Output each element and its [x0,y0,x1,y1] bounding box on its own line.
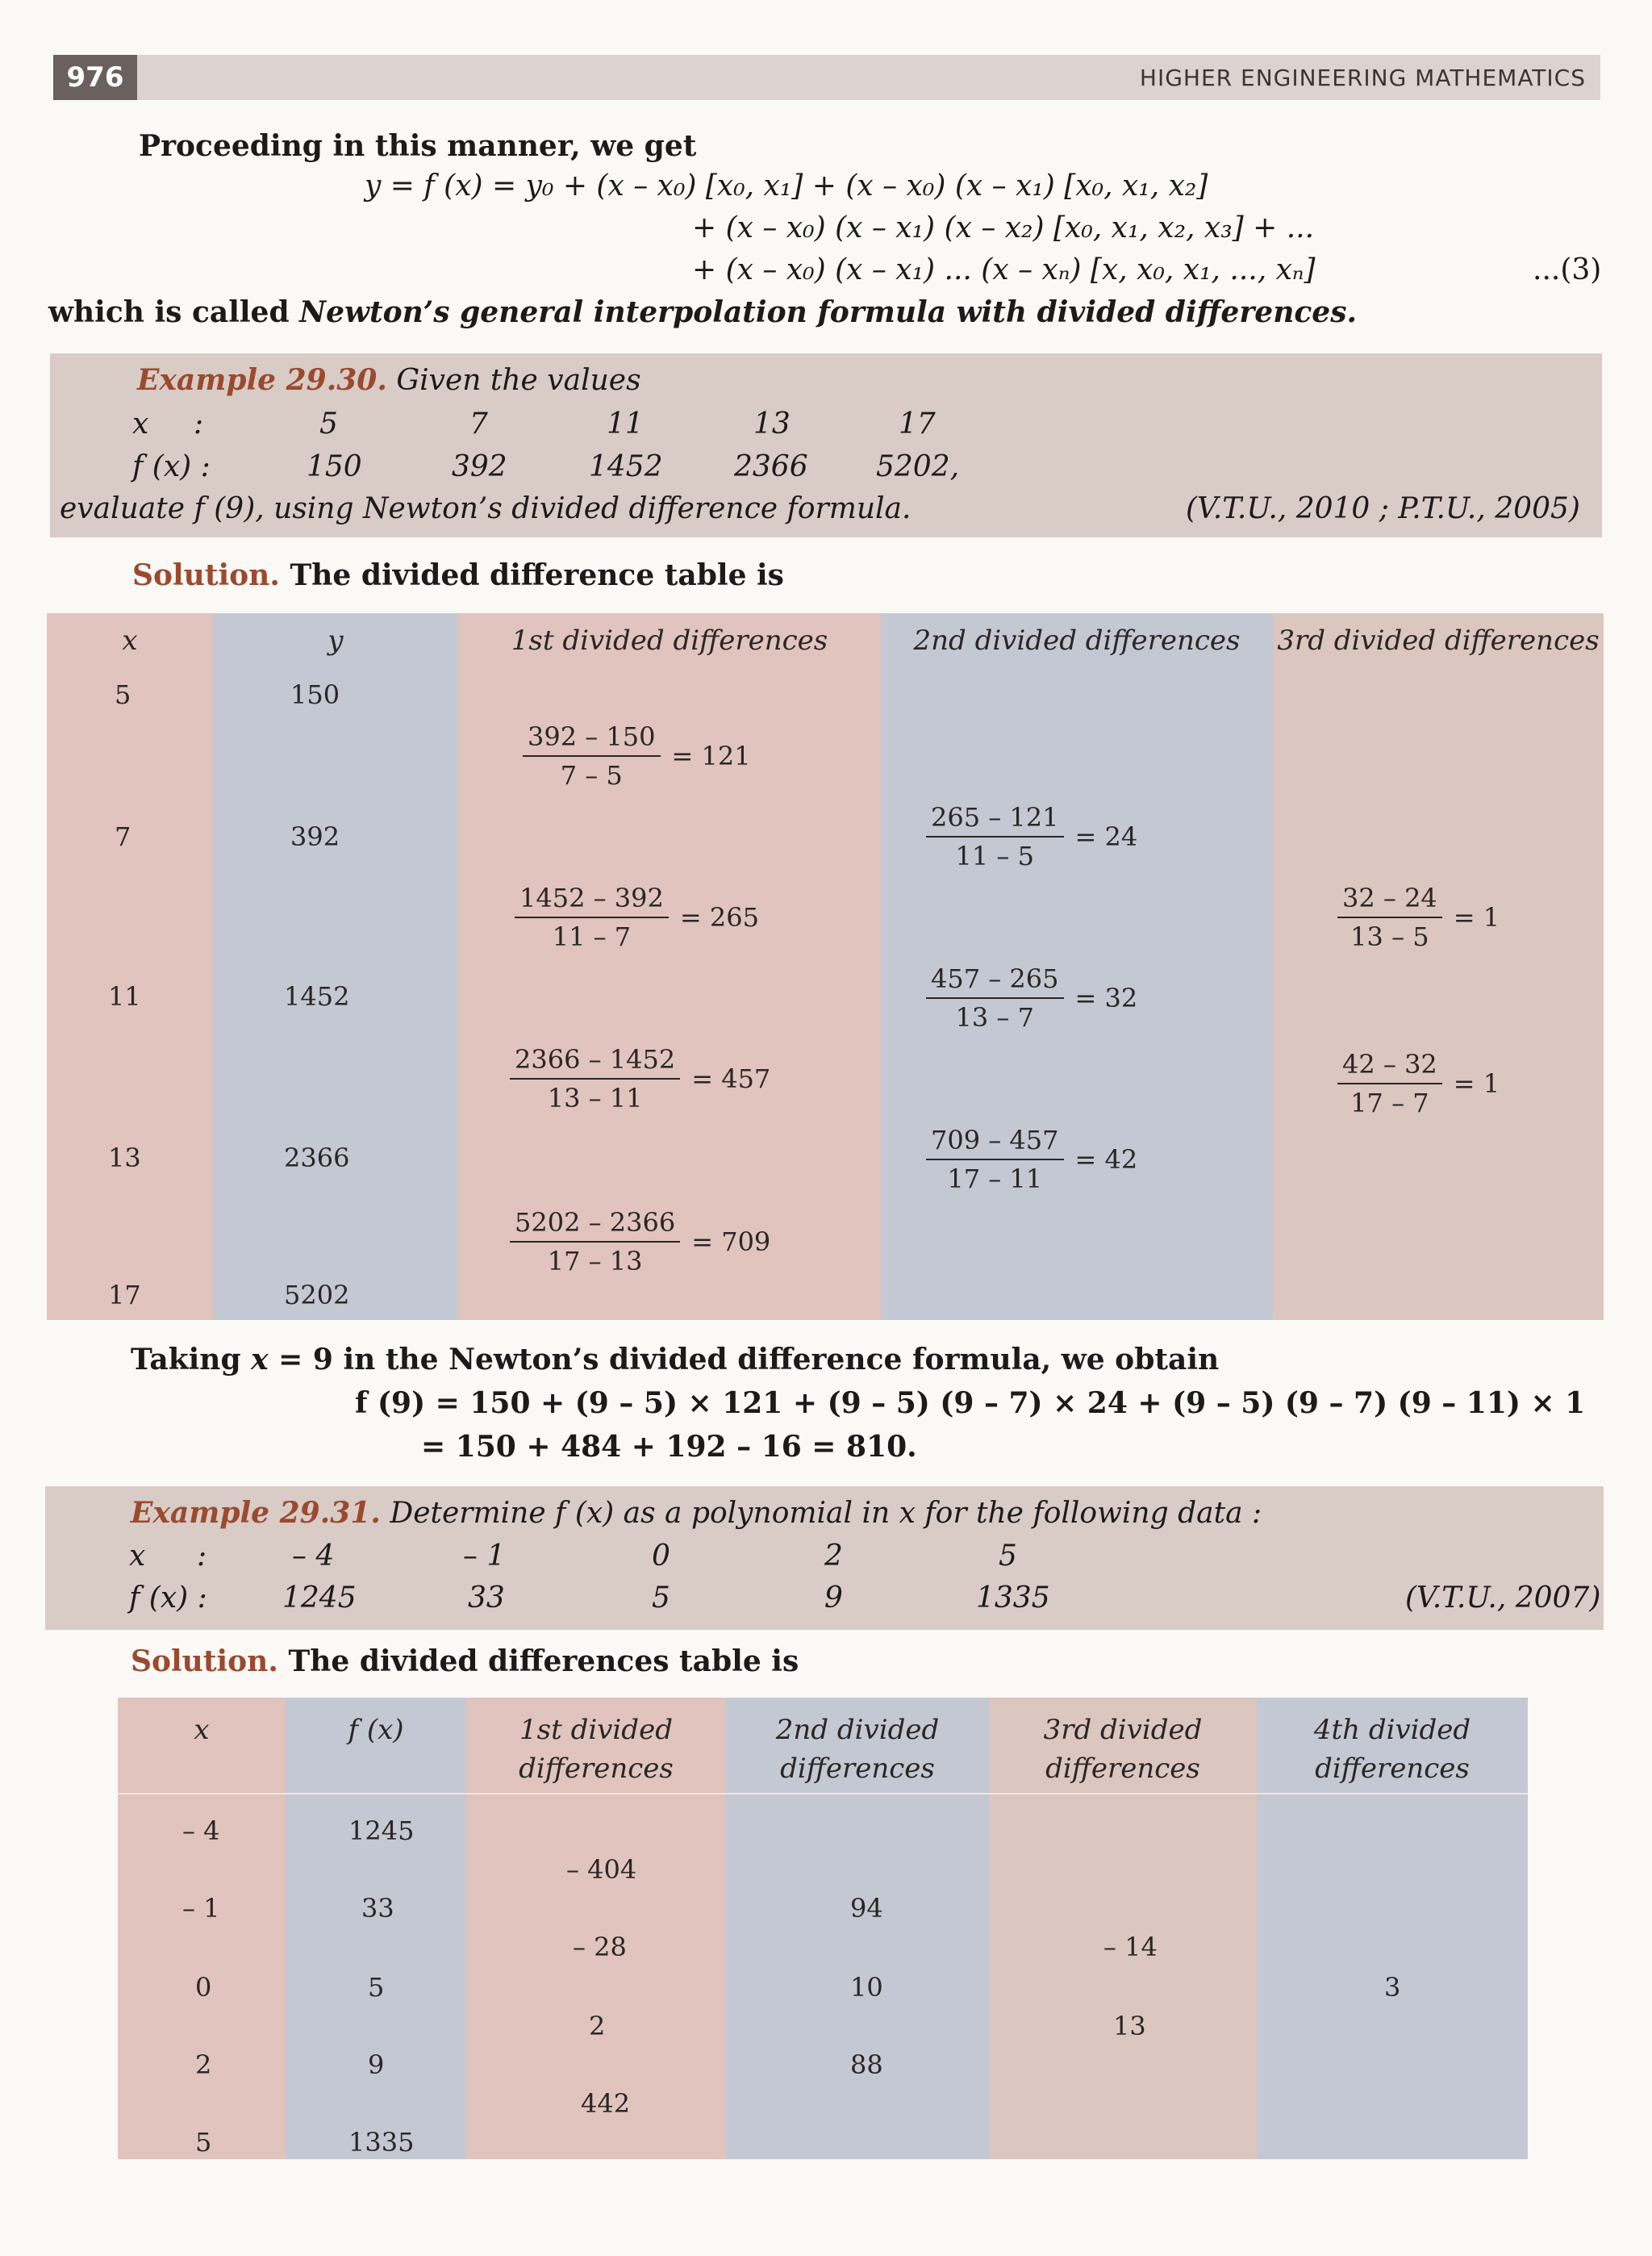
t2-header-fourth-line1: 4th divided [1313,1714,1471,1746]
frac-result: = 1 [1453,1068,1500,1099]
frac-denominator: 7 – 5 [560,760,623,791]
t1-x-cell: 11 [108,981,141,1012]
t1-first-diff [510,1044,770,1113]
frac-denominator: 17 – 13 [547,1246,643,1276]
t2-first-cell: 442 [581,2088,631,2119]
ex2-x-value: – 1 [463,1540,506,1573]
ex1-x-colon: : [194,407,204,441]
t2-header-divider [118,1793,1528,1794]
ex1-x-value: 5 [319,407,338,441]
ex1-source: (V.T.U., 2010 ; P.T.U., 2005) [1186,492,1580,525]
frac-result: = 24 [1074,821,1138,852]
ex2-x-value: 2 [824,1540,843,1573]
frac-numerator: 2366 – 1452 [510,1044,680,1080]
t1-header-y: y [327,625,344,657]
t1-x-cell: 7 [115,821,131,852]
example-label: Example 29.30. [137,363,387,397]
t1-second-diff [926,963,1137,1033]
t1-first-diff [510,1207,770,1276]
t2-header-fx: f (x) [348,1714,404,1746]
calc-lead-suffix: = 9 in the Newton’s divided difference formula, we obtain [268,1343,1220,1377]
conclusion-prefix: which is called [48,295,300,329]
example-29-30-heading [137,363,641,397]
divided-difference-table-1 [47,613,1604,1320]
t2-header-second [726,1711,989,1788]
ex2-fx-value: 9 [824,1581,843,1615]
t2-col-x-bg [118,1698,286,2159]
frac-numerator: 1452 – 392 [515,883,669,918]
t1-y-cell: 1452 [284,981,350,1012]
divided-difference-table-2 [118,1698,1528,2159]
t2-third-cell: 13 [1113,2011,1146,2041]
t2-fx-cell: 1245 [348,1815,415,1846]
t2-second-cell: 94 [850,1893,883,1924]
frac-denominator: 17 – 7 [1350,1088,1429,1118]
t2-third-cell: – 14 [1103,1932,1158,1962]
frac-result: = 32 [1074,983,1138,1013]
ex1-fx-value: 392 [452,450,507,483]
intro-conclusion [48,295,1357,329]
ex2-fx-value: 1245 [282,1581,357,1615]
t1-x-cell: 13 [108,1143,141,1173]
t1-y-cell: 5202 [284,1280,350,1310]
ex1-x-label: x [132,407,149,441]
t1-x-cell: 17 [108,1280,141,1310]
t2-second-cell: 10 [850,1972,883,2003]
t1-header-x: x [122,625,138,657]
intro-lead: Proceeding in this manner, we get [139,129,697,163]
t1-y-cell: 392 [290,821,340,852]
t2-fourth-cell: 3 [1384,1972,1401,2003]
ex2-x-value: 5 [999,1540,1017,1573]
formula-line-2: + (x – x₀) (x – x₁) (x – x₂) [x₀, x₁, x₂, x₃] + ... [692,211,1315,244]
ex1-task: evaluate f (9), using Newton’s divided difference formula. [60,492,912,525]
ex1-x-value: 11 [607,407,644,441]
frac-result: = 1 [1453,902,1500,933]
t2-header-first-line2: differences [519,1753,674,1785]
frac-numerator: 457 – 265 [926,963,1064,999]
solution-1 [132,558,784,592]
calc-lead-prefix: Taking [131,1343,252,1377]
formula-line-3: + (x – x₀) (x – x₁) ... (x – xₙ) [x, x₀, x₁, ..., xₙ] [692,253,1316,286]
frac-result: = 709 [691,1226,771,1257]
t1-third-diff [1337,883,1500,952]
t2-header-third-line1: 3rd divided [1043,1714,1203,1746]
frac-result: = 42 [1074,1144,1138,1175]
frac-denominator: 13 – 11 [547,1083,643,1113]
ex1-x-value: 13 [753,407,791,441]
ex1-x-value: 17 [899,407,936,441]
frac-numerator: 709 – 457 [926,1125,1064,1160]
t2-first-cell: 2 [589,2011,606,2041]
t2-header-first [466,1711,726,1788]
t2-header-third-line2: differences [1045,1753,1200,1785]
frac-denominator: 13 – 7 [955,1002,1034,1033]
t2-x-cell: – 1 [182,1893,220,1924]
example-29-31-heading [131,1496,1262,1530]
ex2-x-colon: : [197,1540,207,1573]
solution-2 [131,1644,799,1678]
t2-x-cell: 5 [195,2127,212,2158]
frac-result: = 265 [679,902,759,933]
t1-first-diff [515,883,759,952]
frac-numerator: 392 – 150 [523,721,661,757]
ex2-x-value: 0 [652,1540,670,1573]
t2-fx-cell: 9 [368,2049,385,2080]
t2-first-cell: – 28 [573,1932,627,1962]
ex2-x-label: x [129,1540,146,1573]
solution-text: The divided differences table is [288,1644,799,1678]
book-title: HIGHER ENGINEERING MATHEMATICS [1139,65,1586,91]
t2-header-fourth [1257,1711,1528,1788]
page-number: 976 [53,55,137,100]
t2-header-third [989,1711,1257,1788]
ex1-fx-label: f (x) : [132,450,211,483]
t1-third-diff [1337,1049,1500,1118]
example-label: Example 29.31. [131,1496,381,1530]
example-statement: Determine f (x) as a polynomial in x for the following data : [390,1497,1262,1530]
t2-header-second-line1: 2nd divided [775,1714,940,1746]
t2-x-cell: – 4 [182,1815,220,1846]
calc-line-2: = 150 + 484 + 192 – 16 = 810. [421,1430,917,1464]
frac-numerator: 265 – 121 [926,802,1064,838]
solution-label: Solution. [131,1644,278,1678]
frac-result: = 121 [671,741,751,771]
frac-numerator: 42 – 32 [1337,1049,1442,1084]
ex2-fx-value: 1335 [976,1581,1050,1615]
t1-second-diff [926,802,1137,871]
t2-second-cell: 88 [850,2049,883,2080]
t1-x-cell: 5 [115,679,131,710]
conclusion-italic: Newton’s general interpolation formula with divided differences. [299,295,1358,329]
frac-denominator: 17 – 11 [947,1164,1043,1194]
ex1-fx-value: 150 [307,450,362,483]
t2-x-cell: 2 [195,2049,212,2080]
t2-x-cell: 0 [195,1972,212,2003]
t2-fx-cell: 1335 [348,2127,415,2158]
t2-header-fourth-line2: differences [1315,1753,1470,1785]
t1-second-diff [926,1125,1137,1194]
frac-denominator: 13 – 5 [1350,921,1429,952]
t1-y-cell: 150 [290,679,340,710]
t2-header-first-line1: 1st divided [519,1714,673,1746]
frac-numerator: 5202 – 2366 [510,1207,680,1243]
t1-col-x-bg [47,613,213,1320]
example-statement: Given the values [396,364,641,397]
t2-fx-cell: 5 [368,1972,385,2003]
equation-number: ...(3) [1533,253,1602,286]
ex2-fx-value: 5 [652,1581,670,1615]
ex1-x-value: 7 [469,407,488,441]
ex2-fx-label: f (x) : [129,1581,207,1615]
ex1-fx-value: 1452 [589,450,663,483]
t1-y-cell: 2366 [284,1143,350,1173]
ex2-x-value: – 4 [292,1540,335,1573]
frac-denominator: 11 – 7 [552,921,632,952]
calc-lead [131,1343,1219,1377]
ex1-fx-value: 5202, [876,450,960,483]
t1-col-third-bg [1273,613,1604,1320]
t2-header-x: x [194,1714,210,1746]
t1-header-third: 3rd divided differences [1277,625,1600,657]
t2-col-fx-bg [286,1698,466,2159]
frac-result: = 457 [691,1063,771,1094]
t2-first-cell: – 404 [566,1854,637,1885]
ex1-fx-value: 2366 [734,450,808,483]
frac-denominator: 11 – 5 [955,841,1034,871]
calc-lead-x: x [251,1343,269,1377]
t2-header-second-line2: differences [780,1753,935,1785]
ex2-source: (V.T.U., 2007) [1405,1581,1601,1615]
calc-line-1: f (9) = 150 + (9 – 5) × 121 + (9 – 5) (9 – 7) × 24 + (9 – 5) (9 – 7) (9 – 11) × 1 [355,1386,1586,1420]
t1-header-second: 2nd divided differences [913,625,1241,657]
t2-fx-cell: 33 [361,1893,394,1924]
t1-col-y-bg [213,613,458,1320]
t1-header-first: 1st divided differences [511,625,828,657]
formula-line-1: y = f (x) = y₀ + (x – x₀) [x₀, x₁] + (x – x₀) (x – x₁) [x₀, x₁, x₂] [365,169,1208,203]
t1-first-diff [523,721,751,791]
ex2-fx-value: 33 [468,1581,505,1615]
frac-numerator: 32 – 24 [1337,883,1442,918]
solution-text: The divided difference table is [290,558,784,592]
solution-label: Solution. [132,558,280,592]
